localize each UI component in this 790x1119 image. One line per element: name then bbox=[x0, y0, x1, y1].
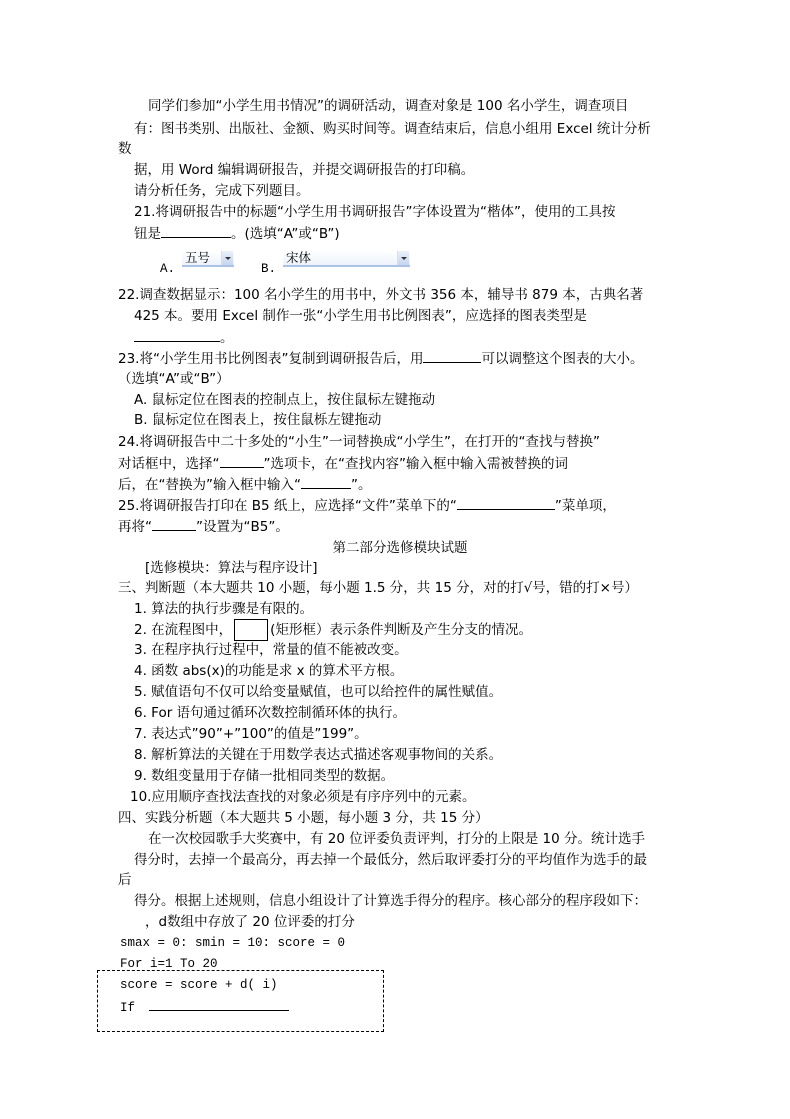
part2-title: 第二部分选修模块试题 bbox=[332, 540, 468, 556]
code-line-4 bbox=[120, 996, 289, 1016]
q21-answer-blank[interactable] bbox=[161, 223, 231, 238]
intro-line-4: 据，用 Word 编辑调研报告，并提交调研报告的打印稿。 bbox=[134, 162, 475, 178]
chevron-down-icon[interactable] bbox=[221, 251, 233, 265]
q24-line3-prefix: 后，在“替换为”输入框中输入“ bbox=[118, 477, 301, 493]
q23-suffix: 可以调整这个图表的大小。 bbox=[481, 351, 644, 367]
q22-line-3 bbox=[134, 327, 234, 347]
code-if-blank[interactable] bbox=[149, 996, 289, 1011]
q25-setting-blank[interactable] bbox=[152, 516, 196, 531]
q23-line-1 bbox=[118, 348, 643, 368]
q24-replace-blank[interactable] bbox=[301, 474, 351, 489]
q24-line3-suffix: ”。 bbox=[350, 477, 372, 493]
font-size-value: 五号 bbox=[185, 250, 211, 265]
q21-option-a-label: A. bbox=[160, 262, 176, 276]
code-if-keyword: If bbox=[120, 1001, 136, 1015]
intro-line-2: 有：图书类别、出版社、金额、购买时间等。调查结束后，信息小组用 Excel 统计分析 bbox=[134, 121, 651, 137]
section4-heading: 四、实践分析题（本大题共 5 小题，每小题 3 分，共 15 分） bbox=[118, 810, 489, 826]
q24-line2-prefix: 对话框中，选择“ bbox=[118, 456, 220, 472]
code-line-2: For i=1 To 20 bbox=[120, 957, 218, 971]
font-name-value: 宋体 bbox=[286, 250, 312, 265]
q25-line2-suffix: ”设置为“B5”。 bbox=[196, 519, 289, 535]
judge-item-7: 7. 表达式”90”+”100”的值是”199”。 bbox=[134, 726, 368, 742]
q24-line-1: 24.将调研报告中二十多处的“小生”一词替换成“小学生”，在打开的“查找与替换” bbox=[118, 434, 600, 450]
judge-item-8: 8. 解析算法的关键在于用数学表达式描述客观事物间的关系。 bbox=[134, 747, 503, 763]
font-size-dropdown[interactable] bbox=[182, 250, 234, 267]
q24-tab-blank[interactable] bbox=[220, 453, 264, 468]
intro-line-5: 请分析任务，完成下列题目。 bbox=[134, 183, 310, 199]
q23-answer-blank[interactable] bbox=[423, 348, 481, 363]
judge-item-2-prefix: 2. 在流程图中， bbox=[134, 622, 233, 638]
code-line-1: smax = 0: smin = 10: score = 0 bbox=[120, 936, 346, 950]
rectangle-shape-icon bbox=[234, 619, 268, 641]
judge-item-10: 10.应用顺序查找法查找的对象必须是有序序列中的元素。 bbox=[130, 789, 476, 805]
q21-line-2 bbox=[134, 223, 340, 243]
section4-line-5: ，d数组中存放了 20 位评委的打分 bbox=[145, 914, 355, 930]
intro-line-1: 同学们参加“小学生用书情况”的调研活动，调查对象是 100 名小学生，调查项目 bbox=[148, 98, 629, 114]
chevron-down-icon[interactable] bbox=[397, 251, 409, 265]
q21-suffix: 。(选填“A”或“B”) bbox=[231, 226, 340, 242]
q25-line-1 bbox=[118, 495, 616, 515]
q25-line2-prefix: 再将“ bbox=[118, 519, 152, 535]
intro-line-3: 数 bbox=[118, 141, 132, 157]
q25-line1-suffix: ”菜单项， bbox=[554, 498, 616, 514]
q24-line2-suffix: ”选项卡，在“查找内容”输入框中输入需被替换的词 bbox=[263, 456, 568, 472]
q23-prefix: 23.将“小学生用书比例图表”复制到调研报告后，用 bbox=[118, 351, 424, 367]
q22-suffix: 。 bbox=[220, 330, 234, 346]
q23-line-2: （选填“A”或“B”） bbox=[118, 371, 230, 387]
q23-option-b: B. 鼠标定位在图表上，按住鼠栎左键拖动 bbox=[134, 412, 382, 428]
judge-item-1: 1. 算法的执行步骤是有限的。 bbox=[134, 601, 314, 617]
judge-item-5: 5. 赋值语句不仅可以给变量赋值，也可以给控件的属性赋值。 bbox=[134, 684, 503, 700]
q22-line-1: 22.调查数据显示：100 名小学生的用书中，外文书 356 本，辅导书 879 本，古典名著 bbox=[118, 287, 644, 303]
q22-line-2: 425 本。要用 Excel 制作一张“小学生用书比例图表”，应选择的图表类型是 bbox=[134, 308, 587, 324]
judge-item-9: 9. 数组变量用于存储一批相同类型的数据。 bbox=[134, 768, 395, 784]
q21-prefix: 钮是 bbox=[134, 226, 161, 242]
judge-item-6: 6. For 语句通过循环次数控制循环体的执行。 bbox=[134, 705, 407, 721]
section4-line-3: 后 bbox=[118, 872, 132, 888]
part2-module: [选修模块：算法与程序设计] bbox=[145, 560, 318, 576]
q24-line-2 bbox=[118, 453, 568, 473]
q25-menu-blank[interactable] bbox=[457, 495, 555, 510]
q21-option-b-label: B. bbox=[261, 262, 277, 276]
section4-line-4: 得分。根据上述规则，信息小组设计了计算选手得分的程序。核心部分的程序段如下： bbox=[134, 893, 647, 909]
section4-line-2: 得分时，去掉一个最高分，再去掉一个最低分，然后取评委打分的平均值作为选手的最 bbox=[134, 852, 647, 868]
judge-item-3: 3. 在程序执行过程中，常量的值不能被改变。 bbox=[134, 642, 408, 658]
q24-line-3 bbox=[118, 474, 371, 494]
q23-option-a: A. 鼠标定位在图表的控制点上，按住鼠标左键拖动 bbox=[134, 392, 436, 408]
judge-item-2 bbox=[134, 619, 532, 639]
judge-item-2-suffix: (矩形框）表示条件判断及产生分支的情况。 bbox=[270, 622, 532, 638]
q21-line-1: 21.将调研报告中的标题“小学生用书调研报告”字体设置为“楷体”，使用的工具按 bbox=[134, 204, 616, 220]
font-name-dropdown[interactable] bbox=[283, 250, 410, 267]
q25-line1-prefix: 25.将调研报告打印在 B5 纸上，应选择“文件”菜单下的“ bbox=[118, 498, 457, 514]
section3-heading: 三、判断题（本大题共 10 小题，每小题 1.5 分，共 15 分，对的打√号，错的打×号） bbox=[118, 580, 638, 596]
code-line-3: score = score + d( i) bbox=[120, 978, 278, 992]
q25-line-2 bbox=[118, 516, 289, 536]
q22-answer-blank[interactable] bbox=[134, 327, 220, 342]
judge-item-4: 4. 函数 abs(x)的功能是求 x 的算术平方根。 bbox=[134, 663, 404, 679]
section4-line-1: 在一次校园歌手大奖赛中，有 20 位评委负责评判，打分的上限是 10 分。统计选手 bbox=[148, 831, 646, 847]
